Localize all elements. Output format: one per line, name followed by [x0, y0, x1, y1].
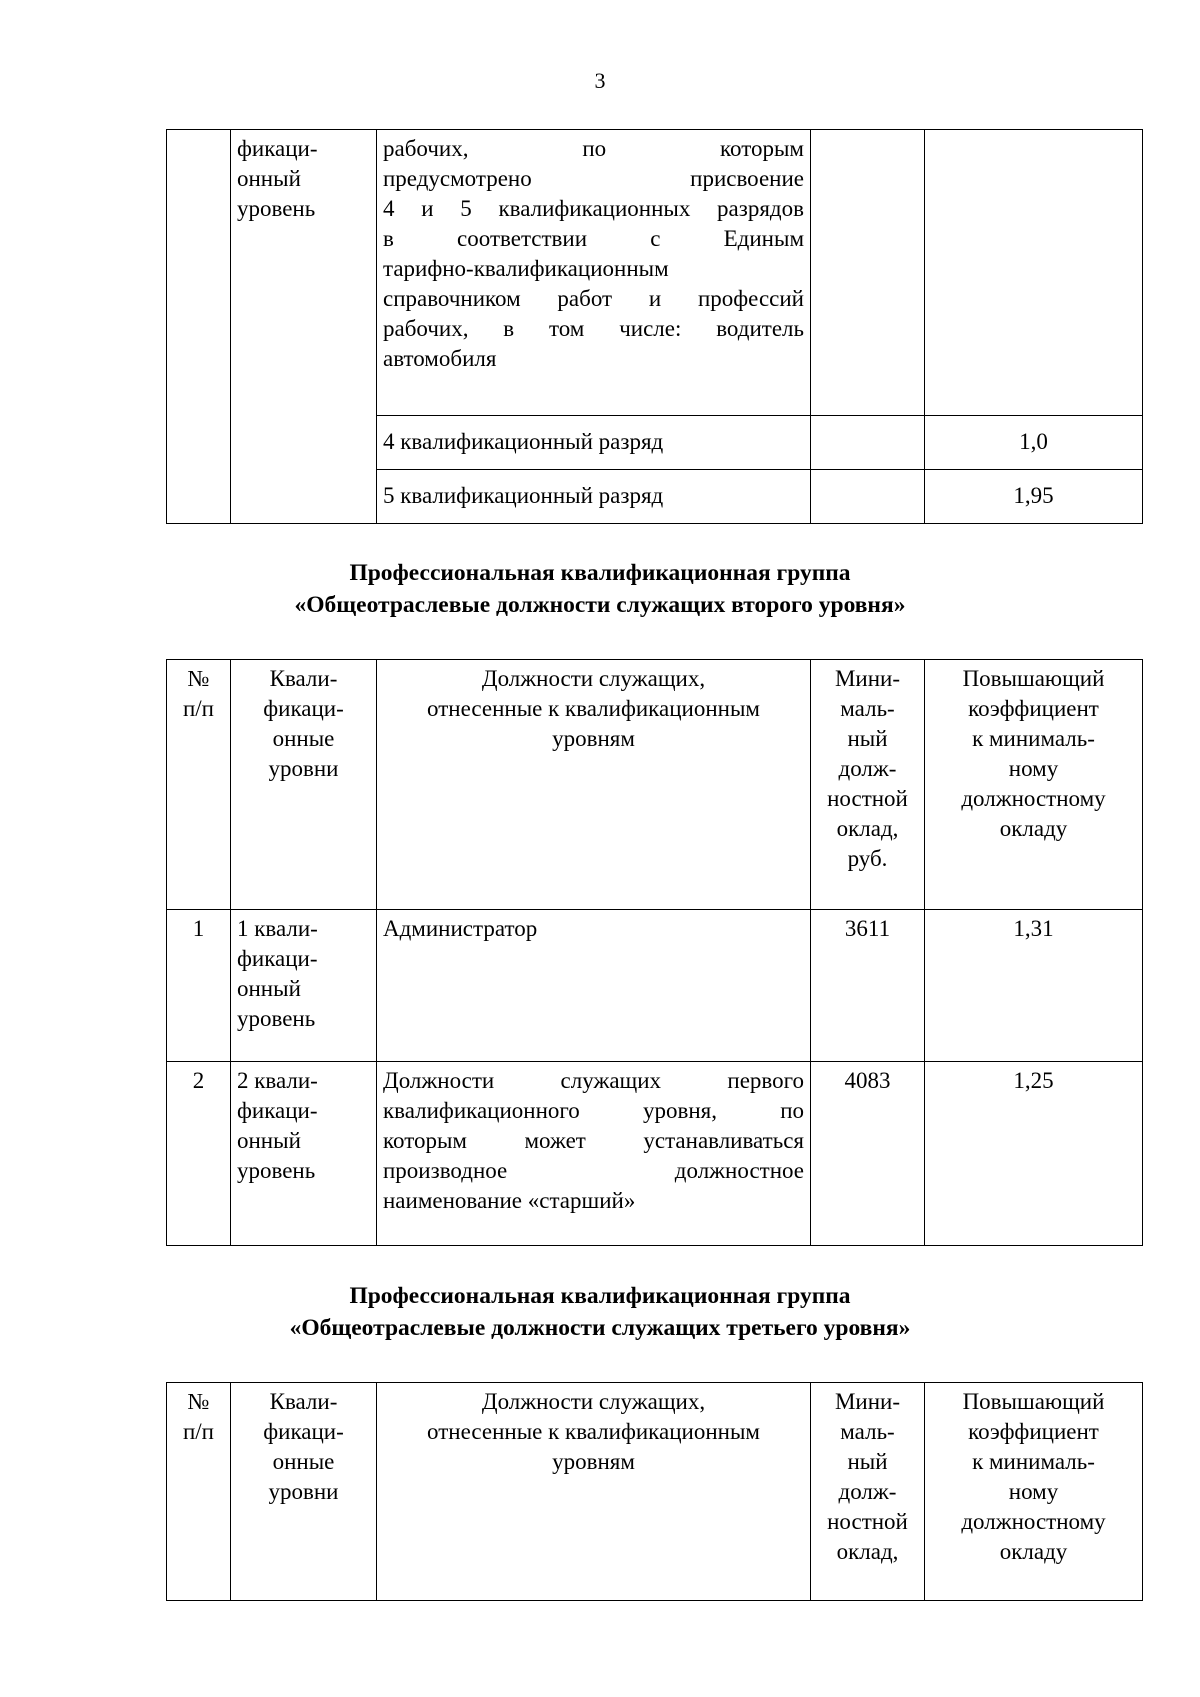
- desc-line: справочником работ и профессий: [383, 286, 804, 311]
- desc-line: 4 и 5 квалификационных разрядов: [383, 196, 804, 221]
- cell-level: 2 квали- фикаци- онный уровень: [231, 1062, 377, 1246]
- table-row: [167, 130, 1143, 416]
- desc-line: предусмотрено присвоение: [383, 166, 804, 191]
- desc-line: в соответствии с Единым: [383, 226, 804, 251]
- positions-line: которым может устанавливаться: [383, 1128, 804, 1153]
- header-salary: Мини- маль- ный долж- ностной оклад, руб.: [811, 660, 925, 910]
- header-positions: Должности служащих, отнесенные к квалификационным уровням: [377, 1383, 811, 1601]
- cell-salary: [811, 416, 925, 470]
- cell-grade: 4 квалификационный разряд: [377, 416, 811, 470]
- header-num: № п/п: [167, 1383, 231, 1601]
- header-coef: Повышающий коэффициент к минималь- ному должностному окладу: [925, 1383, 1143, 1601]
- positions-line: производное должностное: [383, 1158, 804, 1183]
- cell-coef: 1,95: [925, 470, 1143, 524]
- table-header-row: [167, 1383, 1143, 1601]
- section-title-third-level: [0, 1280, 1200, 1344]
- cell-salary: [811, 470, 925, 524]
- table-third-level: [166, 1382, 1143, 1601]
- cell-num: [167, 130, 231, 524]
- header-positions: Должности служащих, отнесенные к квалификационным уровням: [377, 660, 811, 910]
- desc-line: рабочих, по которым: [383, 136, 804, 161]
- header-salary: Мини- маль- ный долж- ностной оклад,: [811, 1383, 925, 1601]
- title-line: Профессиональная квалификационная группа: [349, 1283, 851, 1309]
- title-line: «Общеотраслевые должности служащих второго уровня»: [294, 592, 906, 618]
- desc-line: тарифно-квалификационным: [383, 256, 669, 281]
- cell-salary: 4083: [811, 1062, 925, 1246]
- cell-coef: 1,31: [925, 910, 1143, 1062]
- cell-level: 1 квали- фикаци- онный уровень: [231, 910, 377, 1062]
- positions-line: Должности служащих первого: [383, 1068, 804, 1093]
- header-level: Квали- фикаци- онные уровни: [231, 660, 377, 910]
- cell-description: [377, 130, 811, 416]
- table-header-row: [167, 660, 1143, 910]
- section-title-second-level: [0, 557, 1200, 621]
- table-workers-continuation: [166, 129, 1143, 524]
- table-second-level: [166, 659, 1143, 1246]
- cell-grade: 5 квалификационный разряд: [377, 470, 811, 524]
- cell-level: фикаци- онный уровень: [231, 130, 377, 524]
- page-number: 3: [594, 68, 606, 93]
- cell-salary: [811, 130, 925, 416]
- title-line: Профессиональная квалификационная группа: [349, 560, 851, 586]
- positions-line: квалификационного уровня, по: [383, 1098, 804, 1123]
- header-level: Квали- фикаци- онные уровни: [231, 1383, 377, 1601]
- table-row: [167, 910, 1143, 1062]
- title-line: «Общеотраслевые должности служащих третьего уровня»: [289, 1315, 911, 1341]
- cell-positions: Администратор: [377, 910, 811, 1062]
- cell-coef: 1,0: [925, 416, 1143, 470]
- desc-line: рабочих, в том числе: водитель: [383, 316, 804, 341]
- cell-coef: 1,25: [925, 1062, 1143, 1246]
- cell-coef: [925, 130, 1143, 416]
- cell-num: 1: [167, 910, 231, 1062]
- header-coef: Повышающий коэффициент к минималь- ному должностному окладу: [925, 660, 1143, 910]
- table-row: [167, 1062, 1143, 1246]
- cell-positions: [377, 1062, 811, 1246]
- desc-line: автомобиля: [383, 346, 497, 371]
- header-num: № п/п: [167, 660, 231, 910]
- cell-salary: 3611: [811, 910, 925, 1062]
- cell-num: 2: [167, 1062, 231, 1246]
- positions-line: наименование «старший»: [383, 1188, 636, 1213]
